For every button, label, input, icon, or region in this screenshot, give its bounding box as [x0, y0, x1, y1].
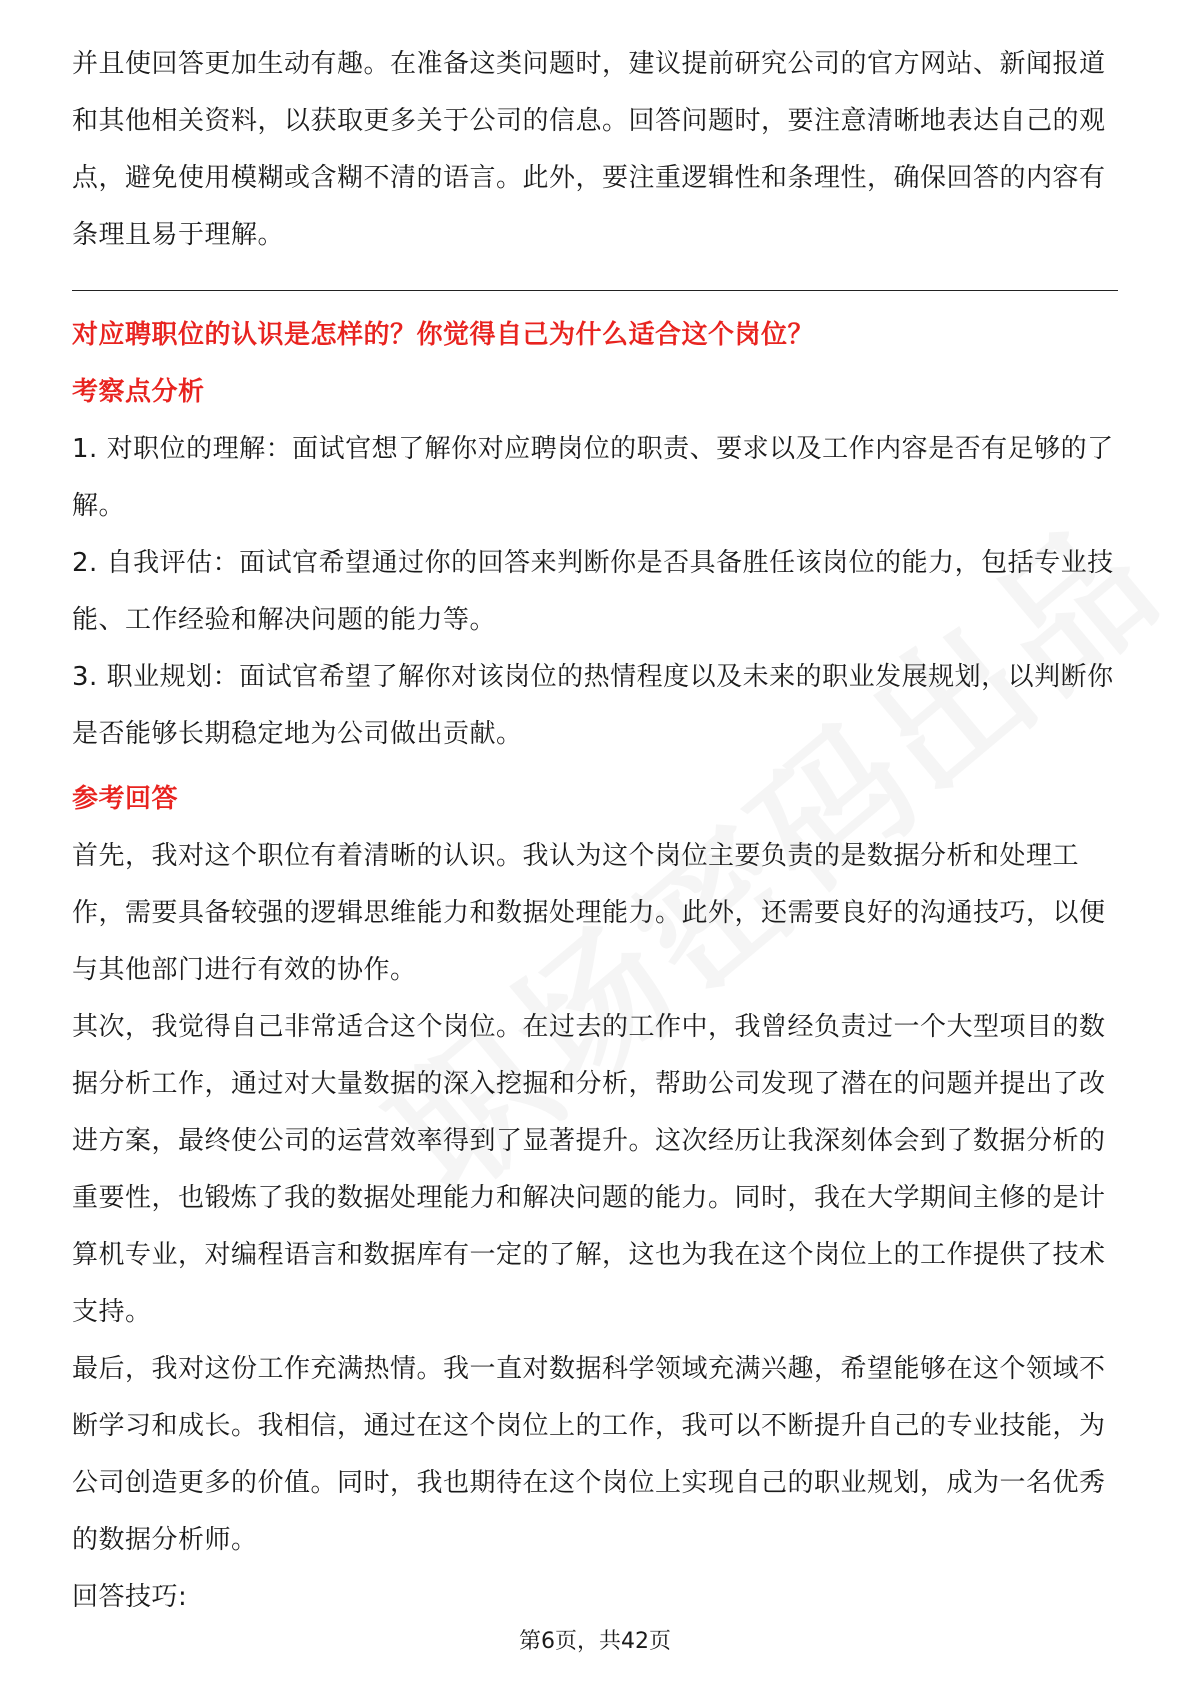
question-title: 对应聘职位的认识是怎样的？你觉得自己为什么适合这个岗位？	[72, 320, 815, 350]
reference-heading: 参考回答	[72, 784, 179, 814]
page-number-footer: 第6页，共42页	[519, 1629, 671, 1654]
document-page	[72, 36, 1118, 1626]
reference-paragraph-2: 其次，我觉得自己非常适合这个岗位。在过去的工作中，我曾经负责过一个大型项目的数据分析工作，通过对大量数据的深入挖掘和分析，帮助公司发现了潜在的问题并提出了改进方案，最终使公司的运营效率得到了显著提升。这次经历让我深刻体会到了数据分析的重要性，也锻炼了我的数据处理能力和解决问题的能力。同时，我在大学期间主修的是计算机专业，对编程语言和数据库有一定的了解，这也为我在这个岗位上的工作提供了技术支持。	[72, 1012, 1106, 1327]
reference-paragraph-3: 最后，我对这份工作充满热情。我一直对数据科学领域充满兴趣，希望能够在这个领域不断学习和成长。我相信，通过在这个岗位上的工作，我可以不断提升自己的专业技能，为公司创造更多的价值。同时，我也期待在这个岗位上实现自己的职业规划，成为一名优秀的数据分析师。	[72, 1354, 1106, 1555]
tips-label: 回答技巧:	[72, 1582, 188, 1612]
reference-paragraph-1: 首先，我对这个职位有着清晰的认识。我认为这个岗位主要负责的是数据分析和处理工作，需要具备较强的逻辑思维能力和数据处理能力。此外，还需要良好的沟通技巧，以便与其他部门进行有效的协作。	[72, 841, 1106, 985]
analysis-heading: 考察点分析	[72, 377, 205, 407]
analysis-item-1: 1. 对职位的理解：面试官想了解你对应聘岗位的职责、要求以及工作内容是否有足够的了解。	[72, 434, 1114, 521]
analysis-item-2: 2. 自我评估：面试官希望通过你的回答来判断你是否具备胜任该岗位的能力，包括专业技能、工作经验和解决问题的能力等。	[72, 548, 1114, 635]
analysis-item-3: 3. 职业规划：面试官希望了解你对该岗位的热情程度以及未来的职业发展规划，以判断你是否能够长期稳定地为公司做出贡献。	[72, 662, 1114, 749]
section-divider	[72, 290, 1118, 291]
intro-paragraph: 并且使回答更加生动有趣。在准备这类问题时，建议提前研究公司的官方网站、新闻报道和其他相关资料，以获取更多关于公司的信息。回答问题时，要注意清晰地表达自己的观点，避免使用模糊或含糊不清的语言。此外，要注重逻辑性和条理性，确保回答的内容有条理且易于理解。	[72, 49, 1106, 250]
